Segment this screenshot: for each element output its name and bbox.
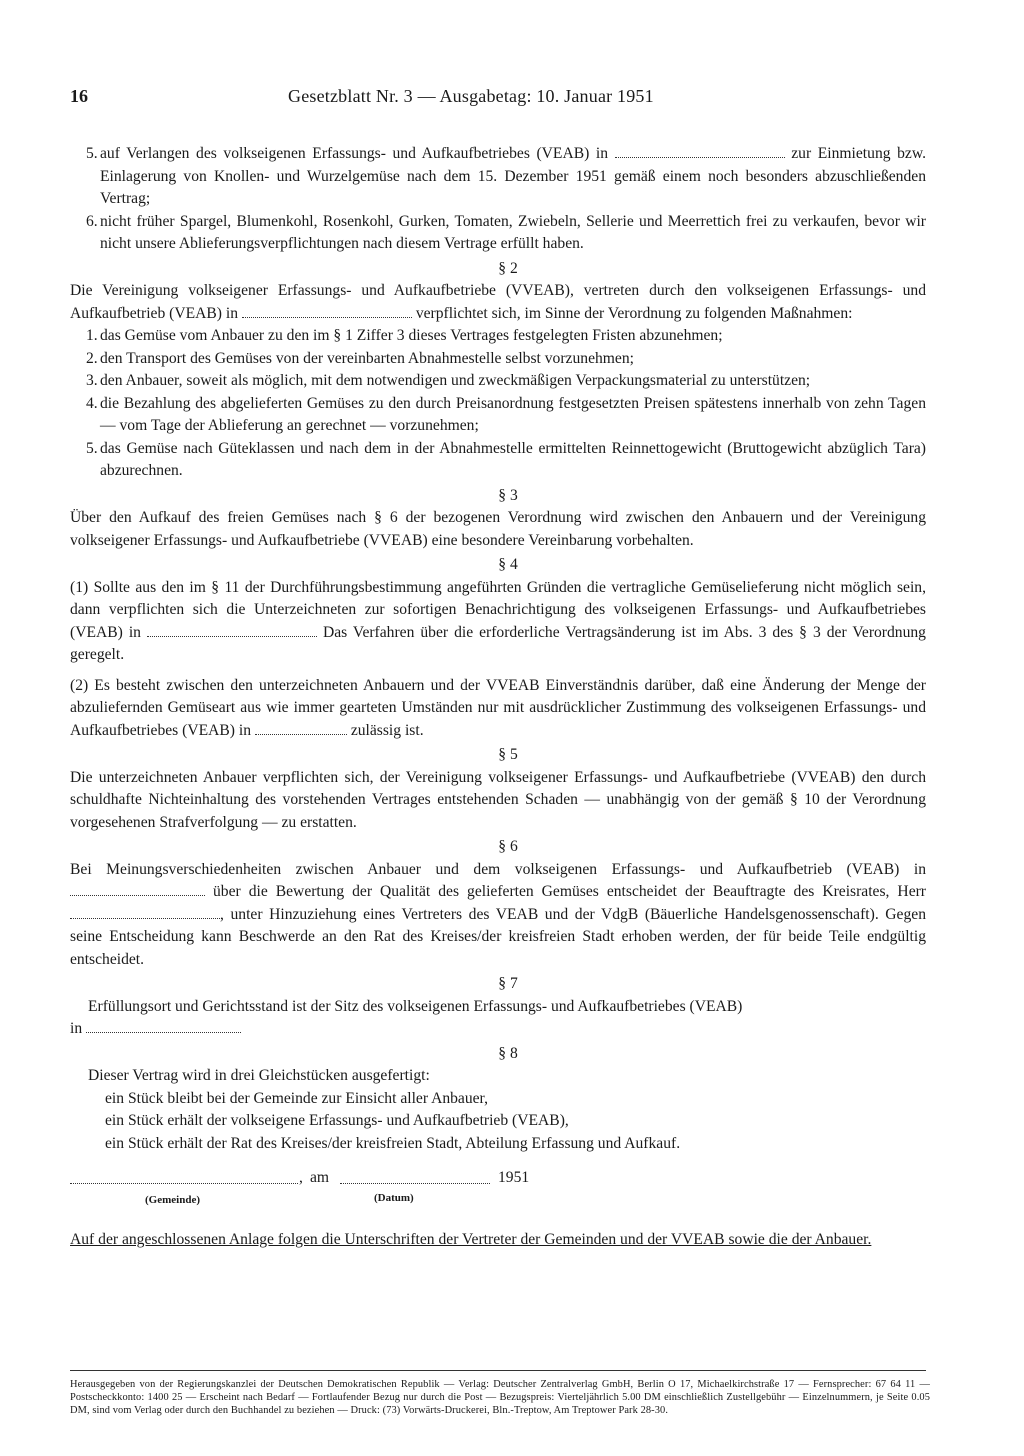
comma: , [299,1169,303,1186]
section-heading-8: § 8 [498,1044,518,1062]
item-text: den Anbauer, soweit als möglich, mit dem notwendigen und zweckmäßigen Verpackungsmaterial zu unterstützen; [100,372,811,389]
section-3-text: Über den Aufkauf des freien Gemüses nach § 6 der bezogenen Verordnung wird zwischen den Anbauern und der Vereinigung volkseigener Erfassungs- und Aufkaufbetriebe (VVEAB) eine besondere Vereinbarung vorbehalten. [70,509,926,549]
imprint-footer: Herausgegeben von der Regierungskanzlei der Deutschen Demokratischen Republik — Verlag: Deutscher Zentralverlag GmbH, Berlin O 17, Michaelkirchstraße 17 — Fernsprecher: 67 64 11 — Postscheckkonto: 1400 25 — Erscheint nach Bedarf — Fortlaufender Bezug nur durch die Post — Bezugspreis: Vierteljährlich 5.00 DM einschließlich Zustellgebühr — Einzelnummern, je Seite 0.05 DM, sind vom Verlag oder durch den Buchhandel zu beziehen — Druck: (73) Vorwärts-Druckerei, Bln.-Treptow, Am Treptower Park 28-30. [70,1379,930,1416]
section-4-p1-text: (1) Sollte aus den im § 11 der Durchführungsbestimmung angeführten Gründen die vertragliche Gemüselieferung nicht möglich sein, dann verpflichten sich die Unterzeichneten zur sofortigen Benachrichtigung des volkseigenen Erfassungs- und Aufkaufbetriebes (VEAB) in [70,578,926,641]
item-text: das Gemüse nach Güteklassen und nach dem in der Abnahmestelle ermittelten Reinnettogewicht (Bruttogewicht abzüglich Tara) abzurechnen. [100,439,926,479]
list-item [70,211,926,256]
section-6-text [70,859,926,972]
item-number: 5. [86,439,98,457]
section-8-intro: Dieser Vertrag wird in drei Gleichstücken ausgefertigt: [88,1067,430,1084]
section-4-p2-text: (2) Es besteht zwischen den unterzeichneten Anbauern und der VVEAB Einverständnis darüber, daß eine Änderung der Menge der abzuliefernden Gemüseart aus wie immer gearteten Umständen nur mit ausdrücklicher Zustimmung des volkseigenen Erfassungs- und Aufkaufbetriebes (VEAB) in [70,676,926,739]
list-item [70,348,926,371]
item-text: nicht früher Spargel, Blumenkohl, Rosenkohl, Gurken, Tomaten, Zwiebeln, Sellerie und Meerrettich frei zu verkaufen, bevor wir nicht unsere Ablieferungsverpflichtungen nach diesem Vertrage erfüllt haben. [100,212,926,252]
place-fill-line [70,1171,298,1184]
fill-in-line [147,624,317,637]
item-text: auf Verlangen des volkseigenen Erfassungs- und Aufkaufbetriebes (VEAB) in [100,145,609,162]
section-4-paragraph-1 [70,577,926,667]
section-6-text-part-2: über die Bewertung der Qualität des gelieferten Gemüses entscheidet der Beauftragte des Kreisrates, Herr [213,883,926,900]
section-8-line: ein Stück bleibt bei der Gemeinde zur Einsicht aller Anbauer, [105,1089,489,1107]
fill-in-line [70,883,205,896]
item-number: 3. [86,372,98,389]
item-number: 2. [86,349,98,367]
section-heading-7: § 7 [498,975,518,992]
section-6-text-part-3: , unter Hinzuziehung eines Vertreters des VEAB und der VdgB (Bäuerliche Handelsgenossenschaft). Gegen seine Entscheidung kann Beschwerde an den Rat des Kreises/der kreisfreien Stadt erhoben werden, der für beide Teile endgültig entscheidet. [70,905,926,968]
item-number: 1. [86,327,98,344]
item-number: 5. [86,145,98,162]
section-2-intro-text: Die Vereinigung volkseigener Erfassungs- und Aufkaufbetriebe (VVEAB), vertreten durch den volkseigenen Erfassungs- und Aufkaufbetrieb (VEAB) in [70,282,926,322]
year: 1951 [498,1169,530,1186]
footer-rule [70,1370,926,1371]
section-heading-3: § 3 [498,486,518,504]
section-2-intro-text-continued: verpflichtet sich, im Sinne der Verordnung zu folgenden Maßnahmen: [415,304,853,322]
section-5-text: Die unterzeichneten Anbauer verpflichten sich, der Vereinigung volkseigener Erfassungs- und Aufkaufbetriebe (VVEAB) den durch schuldhafte Nichteinhaltung des vorstehenden Vertrages entstehenden Schaden — unabhängig von der gemäß § 10 der Verordnung vorgesehenen Strafverfolgung — zu erstatten. [70,768,926,831]
closing-note: Auf der angeschlossenen Anlage folgen die Unterschriften der Vertreter der Gemeinden und der VVEAB sowie die der Anbauer. [70,1231,872,1248]
section-8-line: ein Stück erhält der volkseigene Erfassungs- und Aufkaufbetrieb (VEAB), [105,1112,569,1129]
fill-in-line [86,1020,241,1033]
section-7-place [70,1018,926,1041]
section-heading-6: § 6 [498,838,518,855]
list-item [70,143,926,211]
section-4-p1-text-continued: Das Verfahren über die erforderliche Vertragsänderung ist im Abs. 3 des § 3 der Verordnung geregelt. [70,623,926,663]
item-text: die Bezahlung des abgelieferten Gemüses zu den durch Preisanordnung festgesetzten Preisen spätestens innerhalb von zehn Tagen — vom Tage der Ablieferung an gerechnet — vorzunehmen; [100,394,926,434]
section-2-intro [70,280,926,325]
document-body [70,143,926,1252]
section-7-text: Erfüllungsort und Gerichtsstand ist der Sitz des volkseigenen Erfassungs- und Aufkaufbetriebes (VEAB) [88,997,743,1015]
section-7-in-label: in [70,1020,83,1037]
list-item [70,370,926,393]
fill-in-line [255,722,347,735]
fill-in-line [242,305,412,318]
item-text-continued: zur Einmietung bzw. Einlagerung von Knollen- und Wurzelgemüse nach dem 15. Dezember 1951 gemäß einem noch besonders abzuschließenden Vertrag; [100,145,926,207]
am-label: am [310,1169,330,1186]
section-8-line: ein Stück erhält der Rat des Kreises/der kreisfreien Stadt, Abteilung Erfassung und Aufkauf. [105,1134,681,1152]
signature-block [70,1167,926,1225]
section-heading-2: § 2 [498,259,518,277]
list-item [70,393,926,438]
page-header [70,86,926,114]
section-4-p2-text-continued: zulässig ist. [350,721,424,739]
page-title: Gesetzblatt Nr. 3 — Ausgabetag: 10. Januar 1951 [288,86,654,106]
page-number: 16 [70,86,88,106]
section-heading-5: § 5 [498,746,518,763]
list-item [70,325,926,348]
list-item [70,438,926,483]
item-number: 6. [86,212,98,230]
fill-in-line [615,145,785,158]
date-fill-line [340,1171,490,1184]
date-caption: (Datum) [374,1192,414,1204]
section-heading-4: § 4 [498,556,518,573]
section-4-paragraph-2 [70,675,926,743]
place-caption: (Gemeinde) [145,1194,200,1206]
item-text: das Gemüse vom Anbauer zu den im § 1 Ziffer 3 dieses Vertrages festgelegten Fristen abzunehmen; [100,327,723,344]
section-6-text-part-1: Bei Meinungsverschiedenheiten zwischen Anbauer und dem volkseigenen Erfassungs- und Aufkaufbetrieb (VEAB) in [70,860,926,878]
fill-in-line [70,906,220,919]
item-text: den Transport des Gemüses von der vereinbarten Abnahmestelle selbst vorzunehmen; [100,349,634,367]
item-number: 4. [86,394,98,412]
